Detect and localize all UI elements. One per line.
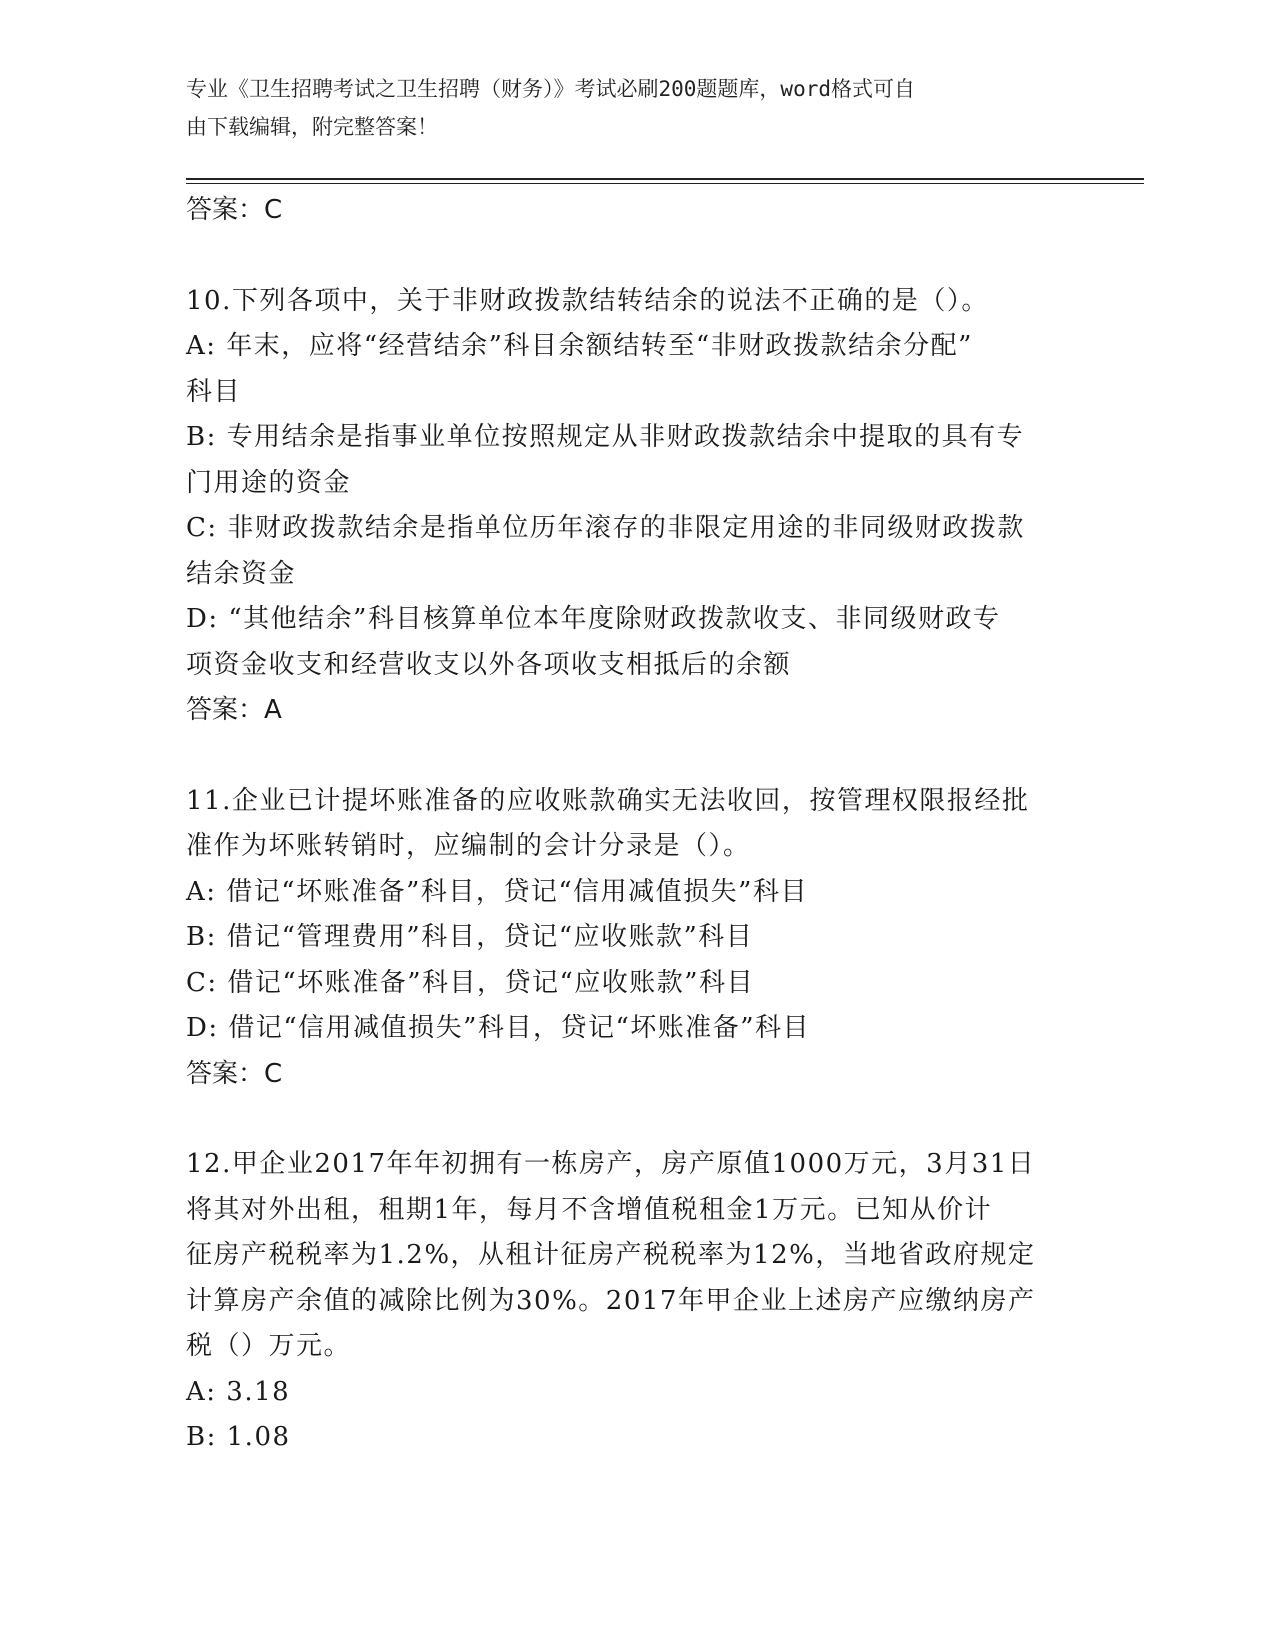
question-stem-line: 税（）万元。 bbox=[186, 1331, 352, 1361]
spacer bbox=[186, 1097, 1066, 1142]
question-11 bbox=[186, 779, 1066, 1098]
question-stem-line: 12.甲企业2017年年初拥有一栋房产，房产原值1000万元，3月31日 bbox=[186, 1149, 1036, 1179]
question-stem-line: 准作为坏账转销时，应编制的会计分录是（）。 bbox=[186, 831, 751, 861]
question-stem-line: 征房产税税率为1.2%，从租计征房产税税率为12%，当地省政府规定 bbox=[186, 1240, 1036, 1270]
option-a: A: 借记“坏账准备”科目，贷记“信用减值损失”科目 bbox=[186, 876, 808, 907]
question-12 bbox=[186, 1142, 1066, 1461]
option-a: A: 3.18 bbox=[186, 1376, 291, 1407]
question-10 bbox=[186, 279, 1066, 734]
option-line: 项资金收支和经营收支以外各项收支相抵后的余额 bbox=[186, 649, 792, 680]
option-b: B: 1.08 bbox=[186, 1422, 291, 1452]
header-rule-thick bbox=[186, 178, 1144, 180]
question-stem-line: 11.企业已计提坏账准备的应收账款确实无法收回，按管理权限报经批 bbox=[186, 785, 1030, 816]
spacer bbox=[186, 734, 1066, 779]
question-stem-line: 将其对外出租，租期1年，每月不含增值税租金1万元。已知从价计 bbox=[186, 1194, 993, 1225]
header-line-2: 由下载编辑，附完整答案！ bbox=[186, 115, 438, 139]
option-line: 结余资金 bbox=[186, 558, 297, 589]
header-line-1: 专业《卫生招聘考试之卫生招聘（财务）》考试必刷200题题库，word格式可自 bbox=[186, 77, 915, 101]
answer-10: 答案：A bbox=[186, 695, 282, 725]
question-stem-line: 10.下列各项中，关于非财政拨款结转结余的说法不正确的是（）。 bbox=[186, 285, 989, 316]
option-d: D: 借记“信用减值损失”科目，贷记“坏账准备”科目 bbox=[186, 1013, 811, 1043]
answer-11: 答案：C bbox=[186, 1058, 283, 1089]
option-a bbox=[186, 324, 1066, 415]
option-d bbox=[186, 597, 1066, 688]
option-line: 门用途的资金 bbox=[186, 467, 352, 498]
option-b: B: 借记“管理费用”科目，贷记“应收账款”科目 bbox=[186, 922, 754, 952]
option-b bbox=[186, 415, 1066, 506]
option-line: C: 非财政拨款结余是指单位历年滚存的非限定用途的非同级财政拨款 bbox=[186, 513, 1025, 543]
option-c bbox=[186, 506, 1066, 597]
option-line: B: 专用结余是指事业单位按照规定从非财政拨款结余中提取的具有专 bbox=[186, 422, 1025, 452]
answer-previous: 答案：C bbox=[186, 195, 283, 225]
question-content bbox=[186, 188, 1066, 1461]
option-c: C: 借记“坏账准备”科目，贷记“应收账款”科目 bbox=[186, 967, 755, 998]
document-header bbox=[186, 70, 1066, 146]
spacer bbox=[186, 234, 1066, 279]
option-line: D: “其他结余”科目核算单位本年度除财政拨款收支、非同级财政专 bbox=[186, 604, 1001, 634]
option-line: A: 年末，应将“经营结余”科目余额结转至“非财政拨款结余分配” bbox=[186, 331, 973, 361]
question-stem-line: 计算房产余值的减除比例为30%。2017年甲企业上述房产应缴纳房产 bbox=[186, 1285, 1036, 1316]
header-rule-thin bbox=[186, 183, 1144, 184]
option-line: 科目 bbox=[186, 376, 242, 407]
